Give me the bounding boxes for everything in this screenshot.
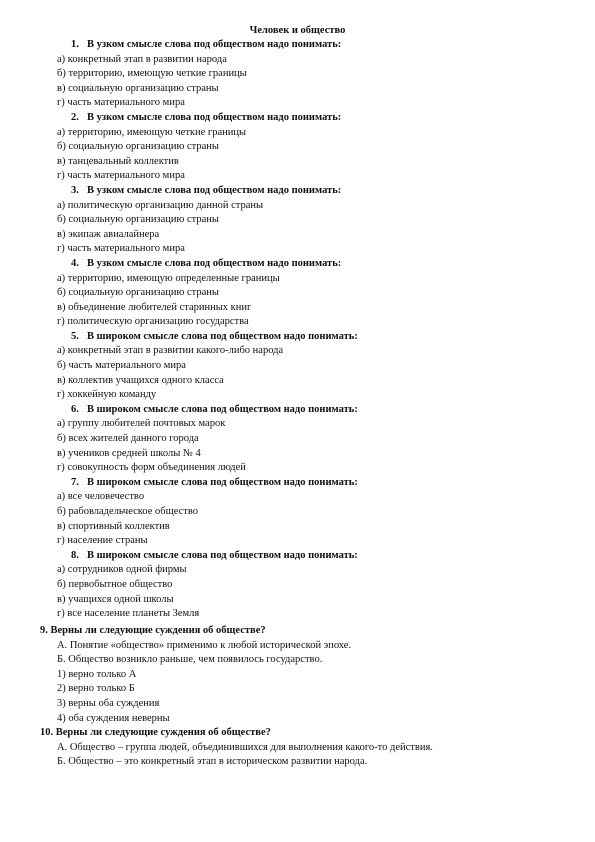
answer-option: а) группу любителей почтовых марок: [57, 418, 226, 430]
question-3: [57, 184, 577, 199]
question-4: [57, 257, 577, 272]
question-text: В широком смысле слова под обществом надо понимать:: [87, 403, 358, 415]
answer-option: а) конкретный этап в развитии народа: [57, 53, 227, 65]
question-number: 4.: [71, 257, 79, 269]
answer-option: 2) верно только Б: [57, 683, 135, 695]
question-text: В широком смысле слова под обществом надо понимать:: [87, 549, 358, 561]
answer-option: г) часть материального мира: [57, 170, 185, 182]
answer-option: в) объединение любителей старинных книг: [57, 301, 252, 313]
answer-option: б) социальную организацию страны: [57, 214, 219, 226]
question-text: В узком смысле слова под обществом надо понимать:: [87, 184, 342, 196]
answer-option: Б. Общество – это конкретный этап в историческом развитии народа.: [57, 756, 368, 768]
answer-option: а) все человечество: [57, 491, 145, 503]
question-text: В широком смысле слова под обществом надо понимать:: [87, 330, 358, 342]
question-text: В узком смысле слова под обществом надо понимать:: [87, 257, 342, 269]
answer-option: а) конкретный этап в развитии какого-либо народа: [57, 345, 284, 357]
answer-option: 1) верно только А: [57, 668, 137, 680]
answer-option: г) хоккейную команду: [57, 389, 157, 401]
judgement-questions-list: [40, 624, 580, 770]
answer-option: Б. Общество возникло раньше, чем появилось государство.: [57, 654, 323, 666]
answer-option: г) совокупность форм объединения людей: [57, 462, 246, 474]
question-number: 5.: [71, 330, 79, 342]
answer-option: г) часть материального мира: [57, 243, 185, 255]
question-10: 10. Верны ли следующие суждения об обществе?: [40, 727, 271, 739]
question-1: [57, 38, 577, 53]
question-2: [57, 111, 577, 126]
question-8: [57, 549, 577, 564]
answer-option: в) коллектив учащихся одного класса: [57, 374, 224, 386]
answer-option: а) сотрудников одной фирмы: [57, 564, 187, 576]
answer-option: б) социальную организацию страны: [57, 141, 219, 153]
answer-option: в) учащихся одной школы: [57, 593, 174, 605]
question-text: В узком смысле слова под обществом надо понимать:: [87, 111, 342, 123]
question-number: 2.: [71, 111, 79, 123]
answer-option: а) территорию, имеющую четкие границы: [57, 126, 247, 138]
answer-option: в) экипаж авиалайнера: [57, 228, 160, 240]
answer-option: г) часть материального мира: [57, 97, 185, 109]
question-5: [57, 330, 577, 345]
answer-option: б) часть материального мира: [57, 360, 186, 372]
answer-option: А. Понятие «общество» применимо к любой исторической эпохе.: [57, 639, 352, 651]
document-title: Человек и общество: [249, 25, 346, 36]
answer-option: в) танцевальный коллектив: [57, 155, 179, 167]
answer-option: б) первобытное общество: [57, 578, 173, 590]
answer-option: в) социальную организацию страны: [57, 82, 219, 94]
question-number: 6.: [71, 403, 79, 415]
answer-option: г) политическую организацию государства: [57, 316, 249, 328]
answer-option: А. Общество – группа людей, объединившихся для выполнения какого-то действия.: [57, 741, 433, 753]
answer-option: г) население страны: [57, 535, 148, 547]
answer-option: а) политическую организацию данной страны: [57, 199, 264, 211]
answer-option: б) рабовладельческое общество: [57, 506, 198, 517]
answer-option: г) все население планеты Земля: [57, 608, 200, 620]
answer-option: в) спортивный коллектив: [57, 520, 170, 532]
question-text: В узком смысле слова под обществом надо понимать:: [87, 39, 342, 50]
answer-option: б) территорию, имеющую четкие границы: [57, 68, 247, 80]
answer-option: 4) оба суждения неверны: [57, 712, 170, 724]
question-9: 9. Верны ли следующие суждения об обществе?: [40, 625, 266, 636]
answer-option: 3) верны оба суждения: [57, 697, 160, 709]
question-number: 8.: [71, 549, 79, 561]
question-number: 1.: [71, 39, 79, 50]
questions-list: [57, 38, 577, 622]
answer-option: б) всех жителей данного города: [57, 433, 199, 445]
question-number: 3.: [71, 184, 79, 196]
answer-option: б) социальную организацию страны: [57, 287, 219, 299]
question-text: В широком смысле слова под обществом надо понимать:: [87, 476, 358, 488]
question-number: 7.: [71, 476, 79, 488]
answer-option: а) территорию, имеющую определенные границы: [57, 272, 280, 284]
question-7: [57, 476, 577, 491]
answer-option: в) учеников средней школы № 4: [57, 447, 201, 459]
question-6: [57, 403, 577, 418]
